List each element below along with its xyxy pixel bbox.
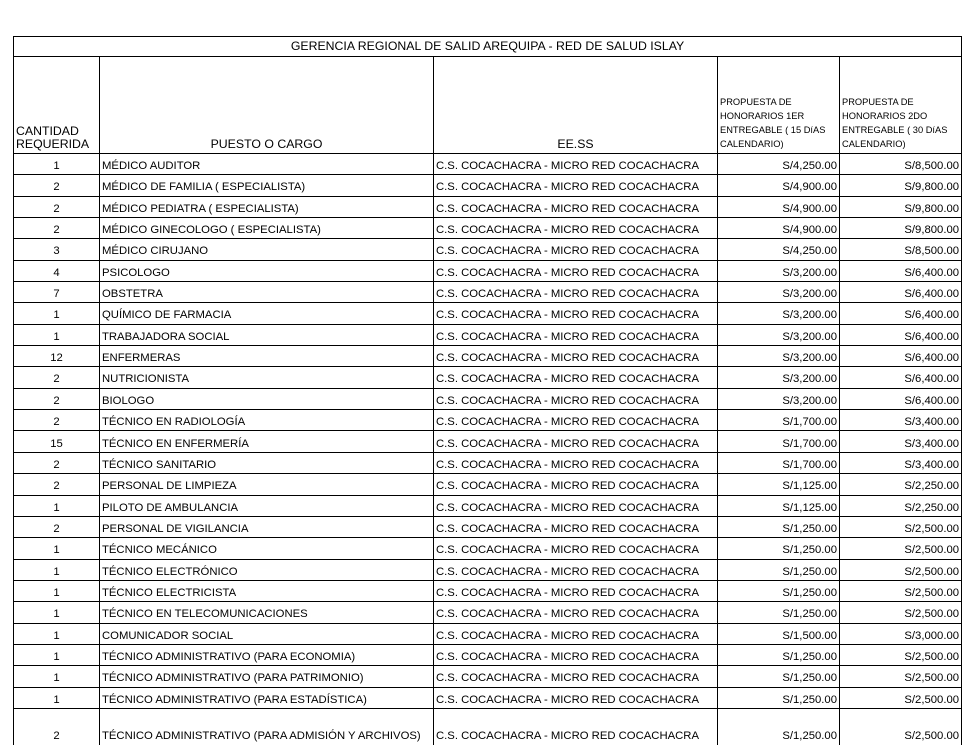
cell-eess[interactable]: C.S. COCACHACRA - MICRO RED COCACHACRA (434, 580, 718, 601)
cell-honorario-1[interactable]: S/4,900.00 (718, 218, 840, 239)
cell-honorario-1[interactable]: S/3,200.00 (718, 367, 840, 388)
cell-puesto[interactable]: MÉDICO PEDIATRA ( ESPECIALISTA) (100, 196, 434, 217)
cell-eess[interactable]: C.S. COCACHACRA - MICRO RED COCACHACRA (434, 474, 718, 495)
cell-cantidad[interactable]: 2 (14, 516, 100, 537)
cell-cantidad[interactable]: 1 (14, 623, 100, 644)
cell-puesto[interactable]: TÉCNICO EN ENFERMERÍA (100, 431, 434, 452)
table-row (14, 708, 962, 745)
cell-cantidad[interactable]: 1 (14, 154, 100, 175)
spreadsheet (13, 36, 961, 745)
header-propuesta-1-line: ENTREGABLE ( 15 DíAS (720, 125, 826, 135)
table-row (14, 175, 962, 196)
cell-eess[interactable]: C.S. COCACHACRA - MICRO RED COCACHACRA (434, 644, 718, 665)
cell-honorario-1[interactable]: S/1,700.00 (718, 452, 840, 473)
cell-cantidad[interactable]: 2 (14, 410, 100, 431)
cell-honorario-1[interactable]: S/1,250.00 (718, 538, 840, 559)
table-row (14, 559, 962, 580)
cell-honorario-2[interactable]: S/8,500.00 (840, 154, 962, 175)
cell-honorario-1[interactable]: S/1,250.00 (718, 666, 840, 687)
cell-honorario-2[interactable]: S/2,500.00 (840, 666, 962, 687)
cell-eess[interactable]: C.S. COCACHACRA - MICRO RED COCACHACRA (434, 367, 718, 388)
header-propuesta-1-line: PROPUESTA DE (720, 97, 792, 107)
header-eess[interactable]: EE.SS (434, 57, 718, 154)
cell-cantidad[interactable]: 2 (14, 708, 100, 745)
cell-cantidad[interactable]: 1 (14, 580, 100, 601)
cell-eess[interactable]: C.S. COCACHACRA - MICRO RED COCACHACRA (434, 346, 718, 367)
cell-puesto[interactable]: MÉDICO GINECOLOGO ( ESPECIALISTA) (100, 218, 434, 239)
cell-honorario-1[interactable]: S/3,200.00 (718, 324, 840, 345)
cell-eess[interactable]: C.S. COCACHACRA - MICRO RED COCACHACRA (434, 154, 718, 175)
cell-puesto[interactable]: TÉCNICO MECÁNICO (100, 538, 434, 559)
cell-honorario-1[interactable]: S/1,250.00 (718, 580, 840, 601)
cell-cantidad[interactable]: 1 (14, 303, 100, 324)
cell-honorario-1[interactable]: S/1,250.00 (718, 516, 840, 537)
cell-eess[interactable]: C.S. COCACHACRA - MICRO RED COCACHACRA (434, 260, 718, 281)
cell-honorario-1[interactable]: S/1,250.00 (718, 559, 840, 580)
cell-cantidad[interactable]: 1 (14, 495, 100, 516)
cell-honorario-2[interactable]: S/6,400.00 (840, 324, 962, 345)
cell-puesto[interactable]: QUÍMICO DE FARMACIA (100, 303, 434, 324)
table-row (14, 495, 962, 516)
cell-cantidad[interactable]: 4 (14, 260, 100, 281)
cell-cantidad[interactable]: 2 (14, 196, 100, 217)
cell-eess[interactable]: C.S. COCACHACRA - MICRO RED COCACHACRA (434, 218, 718, 239)
cell-honorario-2[interactable]: S/3,400.00 (840, 410, 962, 431)
cell-honorario-2[interactable]: S/9,800.00 (840, 218, 962, 239)
cell-puesto[interactable]: TÉCNICO ADMINISTRATIVO (PARA ECONOMIA) (100, 644, 434, 665)
cell-puesto[interactable]: TRABAJADORA SOCIAL (100, 324, 434, 345)
cell-puesto[interactable]: OBSTETRA (100, 282, 434, 303)
cell-cantidad[interactable]: 1 (14, 602, 100, 623)
cell-eess[interactable]: C.S. COCACHACRA - MICRO RED COCACHACRA (434, 324, 718, 345)
cell-honorario-1[interactable]: S/1,250.00 (718, 602, 840, 623)
cell-puesto[interactable]: TÉCNICO ADMINISTRATIVO (PARA ADMISIÓN Y ARCHIVOS) (100, 708, 434, 745)
header-propuesta-1-line: HONORARIOS 1ER (720, 111, 805, 121)
cell-puesto[interactable]: PERSONAL DE LIMPIEZA (100, 474, 434, 495)
cell-cantidad[interactable]: 3 (14, 239, 100, 260)
cell-honorario-2[interactable]: S/2,500.00 (840, 516, 962, 537)
header-propuesta-2[interactable] (840, 57, 962, 154)
header-puesto[interactable]: PUESTO O CARGO (100, 57, 434, 154)
cell-eess[interactable]: C.S. COCACHACRA - MICRO RED COCACHACRA (434, 623, 718, 644)
cell-cantidad[interactable]: 1 (14, 687, 100, 708)
header-cantidad-line2: REQUERIDA (16, 136, 90, 151)
table-row (14, 218, 962, 239)
cell-honorario-2[interactable]: S/3,400.00 (840, 431, 962, 452)
table-row (14, 602, 962, 623)
cell-cantidad[interactable]: 12 (14, 346, 100, 367)
cell-puesto[interactable]: PILOTO DE AMBULANCIA (100, 495, 434, 516)
cell-cantidad[interactable]: 2 (14, 388, 100, 409)
cell-puesto[interactable]: TÉCNICO ADMINISTRATIVO (PARA ESTADÍSTICA) (100, 687, 434, 708)
cell-honorario-1[interactable]: S/1,125.00 (718, 495, 840, 516)
cell-eess[interactable]: C.S. COCACHACRA - MICRO RED COCACHACRA (434, 431, 718, 452)
cell-cantidad[interactable]: 1 (14, 559, 100, 580)
cell-puesto[interactable]: TÉCNICO EN RADIOLOGÍA (100, 410, 434, 431)
table-row (14, 516, 962, 537)
cell-honorario-2[interactable]: S/9,800.00 (840, 175, 962, 196)
cell-puesto[interactable]: MÉDICO AUDITOR (100, 154, 434, 175)
table-row (14, 644, 962, 665)
cell-honorario-1[interactable]: S/4,900.00 (718, 175, 840, 196)
cell-honorario-2[interactable]: S/2,500.00 (840, 687, 962, 708)
cell-honorario-2[interactable]: S/2,250.00 (840, 474, 962, 495)
table-row (14, 154, 962, 175)
cell-eess[interactable]: C.S. COCACHACRA - MICRO RED COCACHACRA (434, 516, 718, 537)
cell-honorario-1[interactable]: S/1,250.00 (718, 708, 840, 745)
table-row (14, 474, 962, 495)
cell-puesto[interactable]: NUTRICIONISTA (100, 367, 434, 388)
table-row (14, 260, 962, 281)
table-row (14, 666, 962, 687)
cell-eess[interactable]: C.S. COCACHACRA - MICRO RED COCACHACRA (434, 452, 718, 473)
cell-eess[interactable]: C.S. COCACHACRA - MICRO RED COCACHACRA (434, 175, 718, 196)
table-row (14, 623, 962, 644)
staffing-table (13, 36, 962, 745)
table-row (14, 388, 962, 409)
cell-honorario-2[interactable]: S/2,500.00 (840, 538, 962, 559)
cell-honorario-2[interactable]: S/6,400.00 (840, 346, 962, 367)
cell-cantidad[interactable]: 2 (14, 175, 100, 196)
header-row (14, 57, 962, 154)
cell-cantidad[interactable]: 1 (14, 538, 100, 559)
table-row (14, 410, 962, 431)
cell-honorario-2[interactable]: S/6,400.00 (840, 282, 962, 303)
header-propuesta-2-line: CALENDARIO) (842, 139, 906, 149)
cell-eess[interactable]: C.S. COCACHACRA - MICRO RED COCACHACRA (434, 559, 718, 580)
cell-eess[interactable]: C.S. COCACHACRA - MICRO RED COCACHACRA (434, 495, 718, 516)
cell-honorario-2[interactable]: S/6,400.00 (840, 303, 962, 324)
cell-cantidad[interactable]: 2 (14, 218, 100, 239)
cell-eess[interactable]: C.S. COCACHACRA - MICRO RED COCACHACRA (434, 388, 718, 409)
cell-honorario-1[interactable]: S/1,125.00 (718, 474, 840, 495)
cell-puesto[interactable]: TÉCNICO SANITARIO (100, 452, 434, 473)
cell-honorario-2[interactable]: S/9,800.00 (840, 196, 962, 217)
cell-puesto[interactable]: TÉCNICO ADMINISTRATIVO (PARA PATRIMONIO) (100, 666, 434, 687)
header-cantidad-line1: CANTIDAD (16, 124, 79, 139)
cell-honorario-1[interactable]: S/1,700.00 (718, 431, 840, 452)
table-row (14, 452, 962, 473)
cell-eess[interactable]: C.S. COCACHACRA - MICRO RED COCACHACRA (434, 666, 718, 687)
cell-honorario-1[interactable]: S/3,200.00 (718, 303, 840, 324)
cell-puesto[interactable]: MÉDICO CIRUJANO (100, 239, 434, 260)
header-cantidad[interactable] (14, 57, 100, 154)
table-row (14, 303, 962, 324)
cell-honorario-1[interactable]: S/4,250.00 (718, 154, 840, 175)
cell-cantidad[interactable]: 1 (14, 324, 100, 345)
cell-honorario-1[interactable]: S/3,200.00 (718, 282, 840, 303)
cell-honorario-1[interactable]: S/3,200.00 (718, 260, 840, 281)
cell-honorario-1[interactable]: S/1,700.00 (718, 410, 840, 431)
table-title[interactable]: GERENCIA REGIONAL DE SALID AREQUIPA - RED DE SALUD ISLAY (14, 37, 962, 57)
cell-honorario-1[interactable]: S/1,250.00 (718, 687, 840, 708)
cell-honorario-2[interactable]: S/3,400.00 (840, 452, 962, 473)
header-propuesta-1-line: CALENDARIO) (720, 139, 784, 149)
cell-honorario-1[interactable]: S/3,200.00 (718, 388, 840, 409)
cell-honorario-2[interactable]: S/2,250.00 (840, 495, 962, 516)
cell-honorario-2[interactable]: S/2,500.00 (840, 580, 962, 601)
cell-cantidad[interactable]: 2 (14, 452, 100, 473)
table-row (14, 324, 962, 345)
cell-cantidad[interactable]: 7 (14, 282, 100, 303)
cell-honorario-2[interactable]: S/8,500.00 (840, 239, 962, 260)
table-row (14, 346, 962, 367)
header-propuesta-2-line: PROPUESTA DE (842, 97, 914, 107)
cell-honorario-2[interactable]: S/2,500.00 (840, 559, 962, 580)
cell-puesto[interactable]: PERSONAL DE VIGILANCIA (100, 516, 434, 537)
header-propuesta-2-line: ENTREGABLE ( 30 DíAS (842, 125, 948, 135)
cell-cantidad[interactable]: 2 (14, 367, 100, 388)
table-row (14, 282, 962, 303)
table-row (14, 580, 962, 601)
table-row (14, 367, 962, 388)
cell-puesto[interactable]: COMUNICADOR SOCIAL (100, 623, 434, 644)
cell-cantidad[interactable]: 1 (14, 666, 100, 687)
cell-honorario-2[interactable]: S/6,400.00 (840, 388, 962, 409)
cell-eess[interactable]: C.S. COCACHACRA - MICRO RED COCACHACRA (434, 282, 718, 303)
cell-puesto[interactable]: BIOLOGO (100, 388, 434, 409)
cell-honorario-2[interactable]: S/6,400.00 (840, 260, 962, 281)
table-row (14, 431, 962, 452)
cell-honorario-1[interactable]: S/1,500.00 (718, 623, 840, 644)
cell-honorario-2[interactable]: S/3,000.00 (840, 623, 962, 644)
cell-honorario-1[interactable]: S/3,200.00 (718, 346, 840, 367)
header-propuesta-1[interactable] (718, 57, 840, 154)
cell-eess[interactable]: C.S. COCACHACRA - MICRO RED COCACHACRA (434, 708, 718, 745)
cell-honorario-2[interactable]: S/2,500.00 (840, 708, 962, 745)
cell-honorario-2[interactable]: S/2,500.00 (840, 644, 962, 665)
cell-eess[interactable]: C.S. COCACHACRA - MICRO RED COCACHACRA (434, 687, 718, 708)
table-row (14, 687, 962, 708)
cell-eess[interactable]: C.S. COCACHACRA - MICRO RED COCACHACRA (434, 602, 718, 623)
cell-eess[interactable]: C.S. COCACHACRA - MICRO RED COCACHACRA (434, 538, 718, 559)
cell-honorario-1[interactable]: S/1,250.00 (718, 644, 840, 665)
cell-puesto[interactable]: TÉCNICO ELECTRICISTA (100, 580, 434, 601)
cell-honorario-1[interactable]: S/4,900.00 (718, 196, 840, 217)
table-row (14, 196, 962, 217)
header-propuesta-2-line: HONORARIOS 2DO (842, 111, 928, 121)
cell-eess[interactable]: C.S. COCACHACRA - MICRO RED COCACHACRA (434, 303, 718, 324)
cell-honorario-1[interactable]: S/4,250.00 (718, 239, 840, 260)
cell-eess[interactable]: C.S. COCACHACRA - MICRO RED COCACHACRA (434, 196, 718, 217)
cell-puesto[interactable]: TÉCNICO ELECTRÓNICO (100, 559, 434, 580)
cell-puesto[interactable]: MÉDICO DE FAMILIA ( ESPECIALISTA) (100, 175, 434, 196)
cell-puesto[interactable]: ENFERMERAS (100, 346, 434, 367)
cell-honorario-2[interactable]: S/2,500.00 (840, 602, 962, 623)
cell-puesto[interactable]: PSICOLOGO (100, 260, 434, 281)
cell-puesto[interactable]: TÉCNICO EN TELECOMUNICACIONES (100, 602, 434, 623)
table-row (14, 538, 962, 559)
cell-cantidad[interactable]: 1 (14, 644, 100, 665)
cell-honorario-2[interactable]: S/6,400.00 (840, 367, 962, 388)
title-row (14, 37, 962, 57)
cell-eess[interactable]: C.S. COCACHACRA - MICRO RED COCACHACRA (434, 239, 718, 260)
cell-cantidad[interactable]: 15 (14, 431, 100, 452)
cell-cantidad[interactable]: 2 (14, 474, 100, 495)
cell-eess[interactable]: C.S. COCACHACRA - MICRO RED COCACHACRA (434, 410, 718, 431)
table-row (14, 239, 962, 260)
